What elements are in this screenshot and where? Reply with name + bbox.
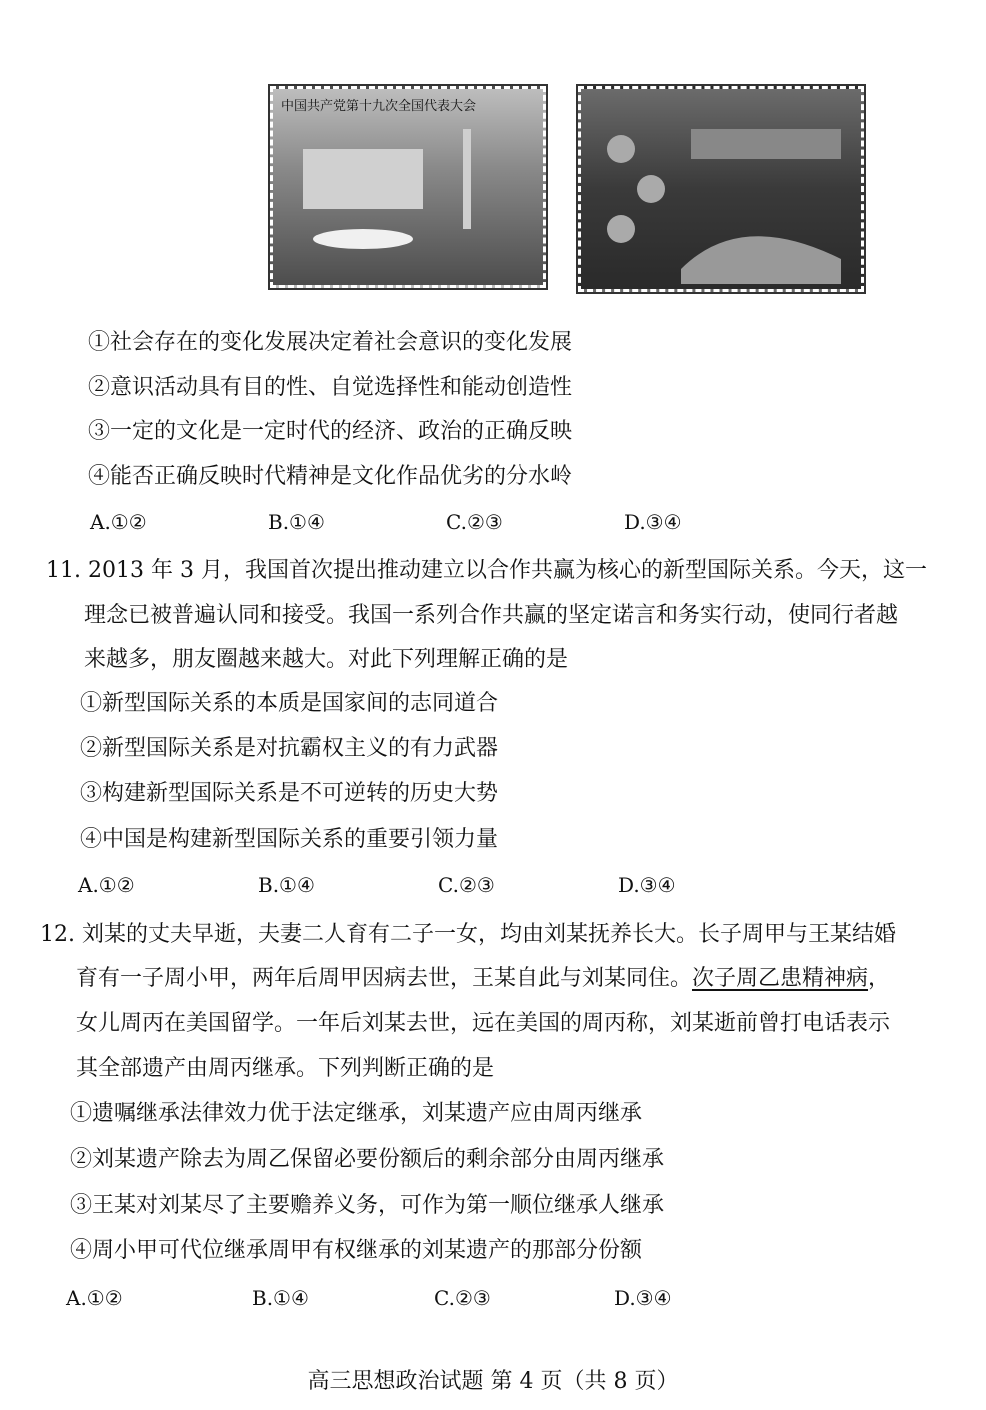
q12-stem-line-2a: 育有一子周小甲，两年后周甲因病去世，王某自此与刘某同住。 <box>76 966 693 991</box>
q11-option-4: ④中国是构建新型国际关系的重要引领力量 <box>80 827 499 852</box>
q12-stem-line-2 <box>76 968 890 990</box>
q10-option-1: ①社会存在的变化发展决定着社会意识的变化发展 <box>88 330 573 355</box>
stamp-scene-group <box>581 89 861 289</box>
q10-answer-b: B.①④ <box>268 510 325 534</box>
q12-option-1: ①遗嘱继承法律效力优于法定继承，刘某遗产应由周丙继承 <box>70 1101 643 1126</box>
people-shape <box>607 215 635 243</box>
stamp-title: 中国共产党第十九次全国代表大会 <box>281 99 477 114</box>
q11-answer-b: B.①④ <box>258 873 315 897</box>
q11-option-2: ②新型国际关系是对抗霸权主义的有力武器 <box>80 736 499 761</box>
q11-stem-line-3: 来越多，朋友圈越来越大。对此下列理解正确的是 <box>84 647 569 672</box>
q11-stem-line-1: 11. 2013 年 3 月，我国首次提出推动建立以合作共赢为核心的新型国际关系。今天，这一 <box>46 558 927 583</box>
q12-stem-underline: 次子周乙患精神病 <box>692 966 869 991</box>
q10-answer-d: D.③④ <box>624 510 682 534</box>
q11-stem-line-2: 理念已被普遍认同和接受。我国一系列合作共赢的坚定诺言和务实行动，使同行者越 <box>84 603 899 628</box>
q11-answer-a: A.①② <box>78 873 135 897</box>
landscape-shape <box>681 236 841 284</box>
q11-answer-d: D.③④ <box>618 873 676 897</box>
q10-option-3: ③一定的文化是一定时代的经济、政治的正确反映 <box>88 419 573 444</box>
q12-stem-line-1: 12. 刘某的丈夫早逝，夫妻二人育有二子一女，均由刘某抚养长大。长子周甲与王某结婚 <box>40 922 896 947</box>
tower-shape <box>463 129 471 229</box>
q10-option-4: ④能否正确反映时代精神是文化作品优劣的分水岭 <box>88 464 573 489</box>
q12-option-2: ②刘某遗产除去为周乙保留必要份额后的剩余部分由周丙继承 <box>70 1147 665 1172</box>
q12-answer-a: A.①② <box>66 1286 123 1310</box>
q11-option-1: ①新型国际关系的本质是国家间的志同道合 <box>80 691 499 716</box>
people-shape <box>637 175 665 203</box>
aircraft-shape <box>313 229 413 249</box>
q10-answer-c: C.②③ <box>446 510 503 534</box>
q12-stem-line-3: 女儿周丙在美国留学。一年后刘某去世，远在美国的周丙称，刘某逝前曾打电话表示 <box>76 1011 891 1036</box>
stamp-image-group <box>578 86 864 292</box>
q12-option-3: ③王某对刘某尽了主要赡养义务，可作为第一顺位继承人继承 <box>70 1193 665 1218</box>
q12-stem-line-2c: ， <box>868 966 891 991</box>
q12-option-4: ④周小甲可代位继承周甲有权继承的刘某遗产的那部分份额 <box>70 1238 643 1263</box>
q11-answer-c: C.②③ <box>438 873 495 897</box>
q12-answer-c: C.②③ <box>434 1286 491 1310</box>
q12-stem-line-4: 其全部遗产由周丙继承。下列判断正确的是 <box>76 1056 495 1081</box>
people-shape <box>607 135 635 163</box>
page-footer: 高三思想政治试题 第 4 页（共 8 页） <box>307 1369 679 1394</box>
building-shape <box>691 129 841 159</box>
q12-answer-d: D.③④ <box>614 1286 672 1310</box>
stamp-scene <box>273 89 543 285</box>
stamp-image-19th-congress <box>270 86 546 288</box>
building-shape <box>303 149 423 209</box>
q10-option-2: ②意识活动具有目的性、自觉选择性和能动创造性 <box>88 375 573 400</box>
q10-answer-a: A.①② <box>90 510 147 534</box>
q12-answer-b: B.①④ <box>252 1286 309 1310</box>
q11-option-3: ③构建新型国际关系是不可逆转的历史大势 <box>80 781 499 806</box>
